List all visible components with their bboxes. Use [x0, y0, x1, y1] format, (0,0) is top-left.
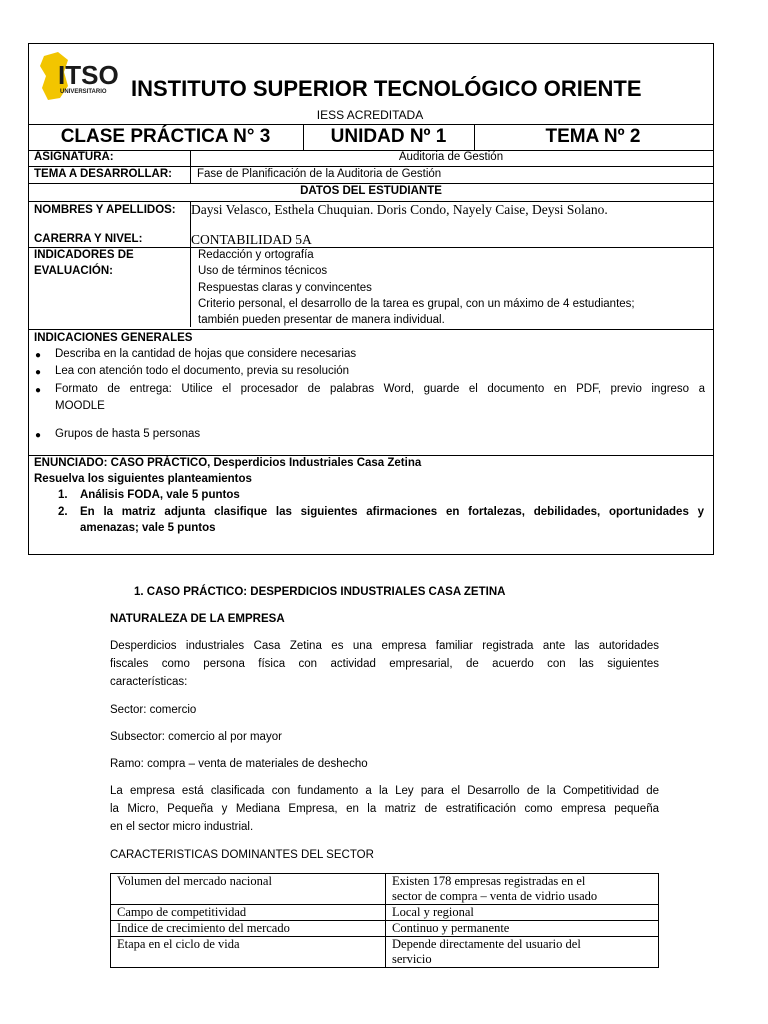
bullet-icon: ● — [35, 367, 42, 378]
table-cell-value-line: Existen 178 empresas registradas en el — [392, 874, 586, 888]
table-cell-value: Local y regional — [386, 905, 659, 921]
indicacion-item: Lea con atención todo el documento, previa su resolución — [55, 365, 350, 377]
paragraph-line: Desperdicios industriales Casa Zetina es una empresa familiar registrada ante las autoridades — [110, 640, 659, 652]
clase-label: CLASE PRÁCTICA N° 3 — [60, 126, 271, 147]
table-row — [111, 937, 659, 968]
enunciado-num: 2. — [58, 506, 68, 518]
table-cell-value-line: Depende directamente del usuario del — [392, 937, 581, 951]
indicador-item: Respuestas claras y convincentes — [198, 282, 372, 294]
unidad-label: UNIDAD Nº 1 — [330, 126, 447, 147]
indicacion-item: Describa en la cantidad de hojas que considere necesarias — [55, 348, 357, 360]
table-cell-value — [386, 937, 659, 968]
institute-title: INSTITUTO SUPERIOR TECNOLÓGICO ORIENTE — [131, 76, 642, 101]
table-cell-label: Etapa en el ciclo de vida — [111, 937, 386, 968]
indicacion-item: Formato de entrega: Utilice el procesador de palabras Word, guarde el documento en PDF, previo ingreso a — [55, 383, 705, 395]
paragraph-line: la Micro, Pequeña y Mediana Empresa, en la matriz de estratificación como empresa pequeña — [110, 803, 659, 815]
carrera-value: CONTABILIDAD 5A — [191, 232, 312, 247]
nombres-label: NOMBRES Y APELLIDOS: — [34, 204, 176, 216]
logo-subtext: UNIVERSITARIO — [60, 89, 107, 95]
indicador-item: Criterio personal, el desarrollo de la tarea es grupal, con un máximo de 4 estudiantes; — [198, 298, 635, 310]
table-row — [111, 874, 659, 905]
paragraph-line: características: — [110, 676, 188, 688]
caracteristicas-table — [110, 873, 659, 968]
table-cell-label: Campo de competitividad — [111, 905, 386, 921]
indicador-item: Redacción y ortografía — [198, 249, 314, 261]
indicacion-item-cont: MOODLE — [55, 400, 105, 412]
table-cell-value: Continuo y permanente — [386, 921, 659, 937]
sector-text: Sector: comercio — [110, 704, 197, 716]
indicacion-item: Grupos de hasta 5 personas — [55, 428, 201, 440]
enunciado-title: ENUNCIADO: CASO PRÁCTICO, Desperdicios Industriales Casa Zetina — [34, 457, 422, 469]
datos-estudiante-header: DATOS DEL ESTUDIANTE — [300, 185, 442, 197]
paragraph-line: en el sector micro industrial. — [110, 821, 254, 833]
carrera-label: CARERRA Y NIVEL: — [34, 233, 143, 245]
bullet-icon: ● — [35, 430, 42, 441]
asignatura-value: Auditoria de Gestión — [398, 151, 504, 163]
table-row — [111, 905, 659, 921]
indicador-item: también pueden presentar de manera individual. — [198, 314, 445, 326]
asignatura-label: ASIGNATURA: — [34, 151, 114, 163]
table-cell-label: Volumen del mercado nacional — [111, 874, 386, 905]
table-row — [111, 921, 659, 937]
enunciado-item: En la matriz adjunta clasifique las siguientes afirmaciones en fortalezas, debilidades, oportunidades y — [80, 506, 704, 518]
tema-desarrollar-label: TEMA A DESARROLLAR: — [34, 168, 172, 180]
logo-text: ITSO — [58, 60, 119, 90]
enunciado-num: 1. — [58, 489, 68, 501]
nombres-value: Daysi Velasco, Esthela Chuquian. Doris Condo, Nayely Caise, Deysi Solano. — [191, 202, 608, 217]
naturaleza-title: NATURALEZA DE LA EMPRESA — [110, 613, 285, 625]
accreditation-text: IESS ACREDITADA — [316, 108, 424, 122]
tema-label: TEMA Nº 2 — [545, 126, 641, 147]
ramo-text: Ramo: compra – venta de materiales de deshecho — [110, 758, 368, 770]
caracteristicas-title: CARACTERISTICAS DOMINANTES DEL SECTOR — [110, 849, 374, 861]
table-cell-value-line: servicio — [392, 952, 432, 966]
enunciado-item-cont: amenazas; vale 5 puntos — [80, 522, 216, 534]
table-cell-value-line: sector de compra – venta de vidrio usado — [392, 889, 598, 903]
indicadores-label-1: INDICADORES DE — [34, 249, 134, 261]
itso-logo — [38, 50, 120, 106]
bullet-icon: ● — [35, 385, 42, 396]
enunciado-subtitle: Resuelva los siguientes planteamientos — [34, 473, 252, 485]
case-title: 1. CASO PRÁCTICO: DESPERDICIOS INDUSTRIALES CASA ZETINA — [134, 586, 506, 598]
table-cell-label: Indice de crecimiento del mercado — [111, 921, 386, 937]
tema-desarrollar-value: Fase de Planificación de la Auditoria de Gestión — [197, 168, 442, 180]
subsector-text: Subsector: comercio al por mayor — [110, 731, 282, 743]
paragraph-line: fiscales como persona física con actividad empresarial, de acuerdo con las siguientes — [110, 658, 659, 670]
indicadores-label-2: EVALUACIÓN: — [34, 265, 114, 277]
indicador-item: Uso de términos técnicos — [198, 265, 328, 277]
table-cell-value — [386, 874, 659, 905]
enunciado-item: Análisis FODA, vale 5 puntos — [80, 489, 240, 501]
paragraph-line: La empresa está clasificada con fundamento a la Ley para el Desarrollo de la Competitividad de — [110, 785, 659, 797]
indicaciones-title: INDICACIONES GENERALES — [34, 332, 193, 344]
bullet-icon: ● — [35, 350, 42, 361]
